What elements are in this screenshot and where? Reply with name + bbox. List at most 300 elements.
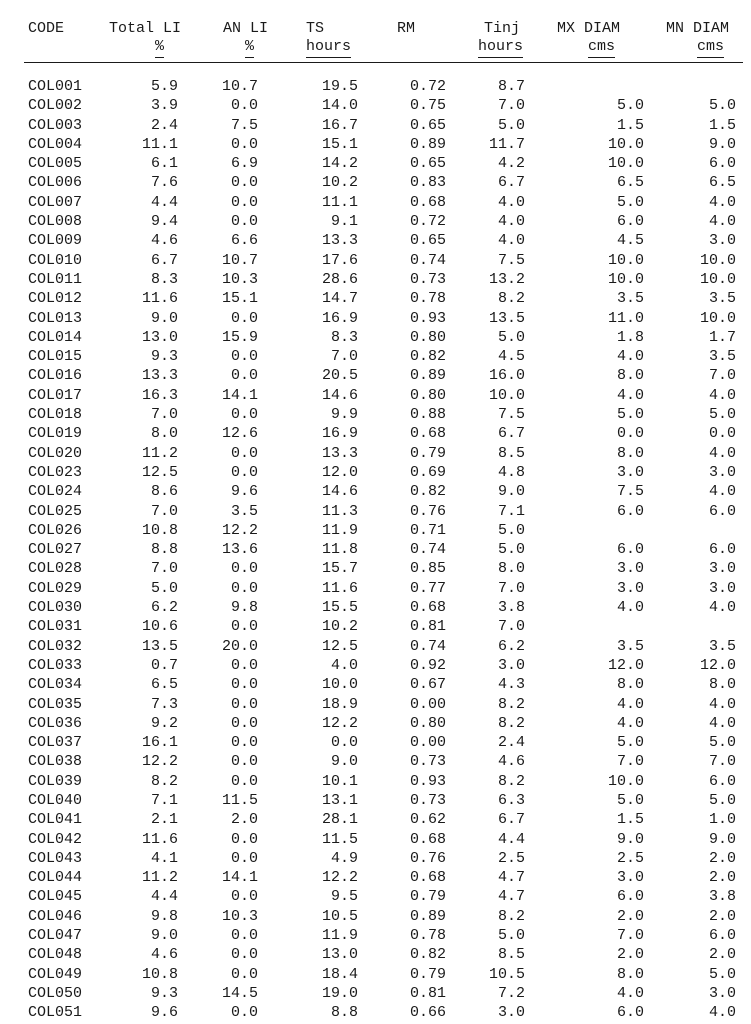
cell-mx-diam: 5.0 (616, 193, 644, 211)
cell-mn-diam: 5.0 (708, 97, 736, 115)
cell-mn-diam: 4.0 (708, 386, 736, 404)
table-row (0, 675, 751, 694)
cell-mx-diam: 5.0 (616, 734, 644, 752)
cell-code: COL026 (28, 521, 83, 539)
cell-ts: 11.6 (321, 579, 358, 597)
cell-total-li: 6.2 (150, 599, 178, 617)
table-row (0, 598, 751, 617)
cell-mx-diam: 7.5 (616, 483, 644, 501)
cell-ts: 16.7 (321, 116, 358, 134)
cell-tinj: 4.4 (497, 830, 525, 848)
cell-mn-diam: 4.0 (708, 714, 736, 732)
cell-tinj: 13.5 (488, 309, 525, 327)
cell-mx-diam: 12.0 (607, 656, 644, 674)
cell-mn-diam: 1.0 (708, 811, 736, 829)
cell-an-li: 0.0 (230, 97, 258, 115)
cell-mn-diam: 2.0 (708, 869, 736, 887)
cell-mx-diam: 8.0 (616, 367, 644, 385)
cell-ts: 12.2 (321, 869, 358, 887)
cell-mx-diam: 10.0 (607, 155, 644, 173)
cell-tinj: 5.0 (497, 328, 525, 346)
cell-mn-diam: 6.0 (708, 502, 736, 520)
table-row (0, 193, 751, 212)
cell-tinj: 7.0 (497, 97, 525, 115)
cell-total-li: 7.3 (150, 695, 178, 713)
cell-rm: 0.77 (409, 579, 446, 597)
table-row (0, 463, 751, 482)
cell-rm: 0.68 (409, 830, 446, 848)
cell-tinj: 10.0 (488, 386, 525, 404)
cell-code: COL017 (28, 386, 83, 404)
cell-total-li: 6.7 (150, 251, 178, 269)
cell-rm: 0.65 (409, 232, 446, 250)
cell-total-li: 6.5 (150, 676, 178, 694)
cell-rm: 0.80 (409, 328, 446, 346)
cell-tinj: 4.0 (497, 213, 525, 231)
cell-tinj: 6.7 (497, 174, 525, 192)
cell-code: COL042 (28, 830, 83, 848)
cell-mn-diam: 4.0 (708, 444, 736, 462)
cell-tinj: 7.5 (497, 251, 525, 269)
table-row (0, 366, 751, 385)
cell-mn-diam: 6.0 (708, 772, 736, 790)
cell-code: COL038 (28, 753, 83, 771)
cell-tinj: 2.4 (497, 734, 525, 752)
cell-code: COL015 (28, 348, 83, 366)
table-row (0, 772, 751, 791)
cell-rm: 0.00 (409, 695, 446, 713)
cell-mx-diam: 2.0 (616, 907, 644, 925)
cell-tinj: 7.2 (497, 984, 525, 1002)
cell-total-li: 13.0 (141, 328, 178, 346)
cell-an-li: 9.6 (230, 483, 258, 501)
cell-total-li: 6.1 (150, 155, 178, 173)
table-row (0, 540, 751, 559)
cell-tinj: 8.5 (497, 946, 525, 964)
cell-an-li: 0.0 (230, 946, 258, 964)
cell-an-li: 2.0 (230, 811, 258, 829)
cell-rm: 0.88 (409, 406, 446, 424)
cell-mx-diam: 6.0 (616, 502, 644, 520)
cell-rm: 0.82 (409, 348, 446, 366)
cell-total-li: 4.4 (150, 193, 178, 211)
cell-ts: 14.2 (321, 155, 358, 173)
table-row (0, 965, 751, 984)
cell-mn-diam: 3.0 (708, 232, 736, 250)
table-row (0, 926, 751, 945)
cell-tinj: 8.0 (497, 560, 525, 578)
header-an-li: AN LI (223, 20, 269, 37)
cell-mx-diam: 2.5 (616, 849, 644, 867)
cell-rm: 0.82 (409, 946, 446, 964)
cell-total-li: 13.5 (141, 637, 178, 655)
cell-mx-diam: 6.0 (616, 541, 644, 559)
cell-tinj: 13.2 (488, 270, 525, 288)
table-row (0, 521, 751, 540)
header-mx-diam-unit: cms (588, 38, 615, 58)
header-total-li-unit: % (155, 38, 164, 58)
cell-tinj: 6.7 (497, 425, 525, 443)
cell-rm: 0.76 (409, 849, 446, 867)
table-row (0, 617, 751, 636)
cell-mn-diam: 10.0 (699, 270, 736, 288)
cell-tinj: 6.7 (497, 811, 525, 829)
cell-mx-diam: 6.0 (616, 213, 644, 231)
cell-an-li: 0.0 (230, 135, 258, 153)
cell-total-li: 2.1 (150, 811, 178, 829)
cell-ts: 14.0 (321, 97, 358, 115)
cell-ts: 9.1 (330, 213, 358, 231)
cell-ts: 11.9 (321, 927, 358, 945)
cell-ts: 12.0 (321, 463, 358, 481)
cell-mn-diam: 8.0 (708, 676, 736, 694)
cell-rm: 0.76 (409, 502, 446, 520)
cell-total-li: 4.6 (150, 232, 178, 250)
cell-ts: 11.5 (321, 830, 358, 848)
cell-ts: 18.9 (321, 695, 358, 713)
cell-mn-diam: 3.0 (708, 560, 736, 578)
cell-code: COL012 (28, 290, 83, 308)
cell-tinj: 3.8 (497, 599, 525, 617)
cell-an-li: 14.5 (221, 984, 258, 1002)
cell-mx-diam: 10.0 (607, 772, 644, 790)
cell-an-li: 0.0 (230, 753, 258, 771)
cell-rm: 0.67 (409, 676, 446, 694)
header-code: CODE (28, 20, 65, 37)
cell-mx-diam: 4.0 (616, 386, 644, 404)
cell-an-li: 0.0 (230, 213, 258, 231)
cell-rm: 0.79 (409, 444, 446, 462)
table-row (0, 77, 751, 96)
cell-an-li: 6.9 (230, 155, 258, 173)
cell-rm: 0.79 (409, 965, 446, 983)
cell-tinj: 8.2 (497, 714, 525, 732)
cell-tinj: 8.2 (497, 695, 525, 713)
cell-ts: 10.5 (321, 907, 358, 925)
cell-code: COL043 (28, 849, 83, 867)
cell-an-li: 0.0 (230, 367, 258, 385)
cell-mx-diam: 3.0 (616, 463, 644, 481)
cell-ts: 10.2 (321, 174, 358, 192)
cell-mn-diam: 5.0 (708, 965, 736, 983)
table-row (0, 637, 751, 656)
cell-code: COL037 (28, 734, 83, 752)
cell-rm: 0.69 (409, 463, 446, 481)
cell-mx-diam: 10.0 (607, 135, 644, 153)
cell-total-li: 11.6 (141, 290, 178, 308)
cell-ts: 28.6 (321, 270, 358, 288)
cell-rm: 0.80 (409, 714, 446, 732)
cell-mn-diam: 7.0 (708, 367, 736, 385)
cell-total-li: 7.6 (150, 174, 178, 192)
cell-rm: 0.71 (409, 521, 446, 539)
cell-total-li: 8.6 (150, 483, 178, 501)
table-row (0, 868, 751, 887)
cell-code: COL003 (28, 116, 83, 134)
cell-total-li: 0.7 (150, 656, 178, 674)
table-row (0, 251, 751, 270)
cell-total-li: 4.4 (150, 888, 178, 906)
cell-mx-diam: 10.0 (607, 251, 644, 269)
cell-mn-diam: 7.0 (708, 753, 736, 771)
cell-mn-diam: 12.0 (699, 656, 736, 674)
cell-rm: 0.89 (409, 907, 446, 925)
cell-code: COL006 (28, 174, 83, 192)
cell-rm: 0.80 (409, 386, 446, 404)
header-ts-unit: hours (306, 38, 351, 58)
cell-code: COL047 (28, 927, 83, 945)
cell-code: COL040 (28, 791, 83, 809)
table-row (0, 656, 751, 675)
cell-an-li: 15.1 (221, 290, 258, 308)
cell-total-li: 9.0 (150, 309, 178, 327)
cell-total-li: 12.2 (141, 753, 178, 771)
cell-mn-diam: 4.0 (708, 1004, 736, 1022)
table-row (0, 695, 751, 714)
cell-total-li: 7.0 (150, 502, 178, 520)
cell-ts: 9.9 (330, 406, 358, 424)
cell-ts: 15.7 (321, 560, 358, 578)
cell-mx-diam: 8.0 (616, 676, 644, 694)
table-row (0, 405, 751, 424)
cell-ts: 14.6 (321, 483, 358, 501)
cell-mx-diam: 4.0 (616, 714, 644, 732)
cell-an-li: 0.0 (230, 734, 258, 752)
cell-total-li: 2.4 (150, 116, 178, 134)
cell-mn-diam: 10.0 (699, 251, 736, 269)
header-ts: TS (306, 20, 325, 37)
cell-ts: 13.3 (321, 232, 358, 250)
cell-tinj: 2.5 (497, 849, 525, 867)
cell-code: COL001 (28, 78, 83, 95)
cell-tinj: 4.2 (497, 155, 525, 173)
cell-code: COL028 (28, 560, 83, 578)
cell-mn-diam: 3.5 (708, 348, 736, 366)
cell-tinj: 8.7 (497, 78, 525, 95)
cell-an-li: 0.0 (230, 676, 258, 694)
cell-mn-diam: 4.0 (708, 599, 736, 617)
cell-total-li: 11.2 (141, 869, 178, 887)
cell-mx-diam: 4.0 (616, 695, 644, 713)
cell-an-li: 0.0 (230, 927, 258, 945)
table-header (0, 0, 751, 60)
cell-rm: 0.89 (409, 135, 446, 153)
cell-an-li: 0.0 (230, 348, 258, 366)
cell-total-li: 11.6 (141, 830, 178, 848)
table-row (0, 444, 751, 463)
cell-rm: 0.85 (409, 560, 446, 578)
cell-rm: 0.66 (409, 1004, 446, 1022)
cell-rm: 0.93 (409, 772, 446, 790)
cell-an-li: 15.9 (221, 328, 258, 346)
cell-rm: 0.62 (409, 811, 446, 829)
cell-mx-diam: 5.0 (616, 791, 644, 809)
cell-mx-diam: 0.0 (616, 425, 644, 443)
cell-total-li: 16.1 (141, 734, 178, 752)
cell-tinj: 4.3 (497, 676, 525, 694)
cell-mn-diam: 3.5 (708, 637, 736, 655)
cell-rm: 0.93 (409, 309, 446, 327)
cell-an-li: 0.0 (230, 849, 258, 867)
cell-total-li: 5.0 (150, 579, 178, 597)
cell-mn-diam: 4.0 (708, 213, 736, 231)
table-row (0, 791, 751, 810)
cell-code: COL009 (28, 232, 83, 250)
cell-code: COL045 (28, 888, 83, 906)
cell-tinj: 10.5 (488, 965, 525, 983)
table-row (0, 173, 751, 192)
cell-rm: 0.72 (409, 213, 446, 231)
cell-mn-diam: 4.0 (708, 193, 736, 211)
cell-tinj: 8.2 (497, 907, 525, 925)
cell-total-li: 12.5 (141, 463, 178, 481)
cell-an-li: 0.0 (230, 695, 258, 713)
cell-an-li: 0.0 (230, 309, 258, 327)
cell-mx-diam: 2.0 (616, 946, 644, 964)
cell-tinj: 9.0 (497, 483, 525, 501)
header-an-li-unit: % (245, 38, 254, 58)
cell-mn-diam: 3.0 (708, 579, 736, 597)
cell-rm: 0.65 (409, 155, 446, 173)
cell-total-li: 9.6 (150, 1004, 178, 1022)
cell-ts: 13.0 (321, 946, 358, 964)
cell-total-li: 9.3 (150, 984, 178, 1002)
cell-rm: 0.00 (409, 734, 446, 752)
cell-an-li: 0.0 (230, 560, 258, 578)
cell-mx-diam: 3.0 (616, 579, 644, 597)
cell-ts: 4.9 (330, 849, 358, 867)
cell-tinj: 4.6 (497, 753, 525, 771)
cell-total-li: 8.8 (150, 541, 178, 559)
cell-an-li: 6.6 (230, 232, 258, 250)
cell-tinj: 4.8 (497, 463, 525, 481)
table-row (0, 1003, 751, 1022)
cell-total-li: 8.0 (150, 425, 178, 443)
cell-tinj: 7.5 (497, 406, 525, 424)
cell-tinj: 4.5 (497, 348, 525, 366)
table-row (0, 289, 751, 308)
cell-mn-diam: 3.5 (708, 290, 736, 308)
cell-rm: 0.68 (409, 599, 446, 617)
cell-ts: 17.6 (321, 251, 358, 269)
cell-an-li: 11.5 (221, 791, 258, 809)
cell-tinj: 11.7 (488, 135, 525, 153)
cell-an-li: 10.3 (221, 270, 258, 288)
cell-ts: 28.1 (321, 811, 358, 829)
cell-an-li: 0.0 (230, 656, 258, 674)
cell-total-li: 9.8 (150, 907, 178, 925)
cell-code: COL023 (28, 463, 83, 481)
cell-mx-diam: 1.8 (616, 328, 644, 346)
cell-rm: 0.81 (409, 618, 446, 636)
cell-code: COL039 (28, 772, 83, 790)
cell-ts: 19.5 (321, 78, 358, 95)
cell-an-li: 7.5 (230, 116, 258, 134)
header-divider (24, 62, 743, 63)
cell-an-li: 0.0 (230, 463, 258, 481)
cell-an-li: 0.0 (230, 830, 258, 848)
cell-total-li: 8.2 (150, 772, 178, 790)
table-row (0, 347, 751, 366)
cell-code: COL016 (28, 367, 83, 385)
cell-mn-diam: 6.0 (708, 155, 736, 173)
cell-ts: 8.3 (330, 328, 358, 346)
cell-mn-diam: 2.0 (708, 907, 736, 925)
cell-total-li: 8.3 (150, 270, 178, 288)
cell-total-li: 10.8 (141, 521, 178, 539)
table-row (0, 502, 751, 521)
cell-an-li: 0.0 (230, 772, 258, 790)
cell-mx-diam: 3.0 (616, 560, 644, 578)
cell-tinj: 4.0 (497, 193, 525, 211)
table-row (0, 887, 751, 906)
cell-an-li: 12.2 (221, 521, 258, 539)
cell-rm: 0.74 (409, 251, 446, 269)
cell-code: COL049 (28, 965, 83, 983)
cell-an-li: 0.0 (230, 406, 258, 424)
cell-rm: 0.65 (409, 116, 446, 134)
cell-an-li: 0.0 (230, 444, 258, 462)
cell-mx-diam: 4.0 (616, 984, 644, 1002)
cell-tinj: 8.2 (497, 772, 525, 790)
cell-code: COL032 (28, 637, 83, 655)
cell-mx-diam: 3.5 (616, 290, 644, 308)
cell-mn-diam: 0.0 (708, 425, 736, 443)
cell-total-li: 4.1 (150, 849, 178, 867)
cell-total-li: 4.6 (150, 946, 178, 964)
cell-rm: 0.72 (409, 78, 446, 95)
cell-ts: 10.0 (321, 676, 358, 694)
cell-rm: 0.79 (409, 888, 446, 906)
cell-mx-diam: 3.0 (616, 869, 644, 887)
cell-code: COL050 (28, 984, 83, 1002)
cell-code: COL008 (28, 213, 83, 231)
cell-rm: 0.83 (409, 174, 446, 192)
cell-tinj: 5.0 (497, 541, 525, 559)
cell-code: COL004 (28, 135, 83, 153)
cell-ts: 4.0 (330, 656, 358, 674)
cell-code: COL002 (28, 97, 83, 115)
cell-mx-diam: 3.5 (616, 637, 644, 655)
table-row (0, 154, 751, 173)
cell-ts: 13.3 (321, 444, 358, 462)
cell-code: COL046 (28, 907, 83, 925)
cell-code: COL029 (28, 579, 83, 597)
cell-an-li: 0.0 (230, 888, 258, 906)
cell-ts: 9.0 (330, 753, 358, 771)
cell-tinj: 16.0 (488, 367, 525, 385)
cell-ts: 12.5 (321, 637, 358, 655)
cell-tinj: 3.0 (497, 1004, 525, 1022)
table-row (0, 309, 751, 328)
cell-tinj: 4.7 (497, 888, 525, 906)
cell-code: COL033 (28, 656, 83, 674)
header-rm: RM (397, 20, 416, 37)
cell-an-li: 3.5 (230, 502, 258, 520)
cell-an-li: 14.1 (221, 386, 258, 404)
table-row (0, 907, 751, 926)
cell-ts: 16.9 (321, 309, 358, 327)
cell-ts: 15.1 (321, 135, 358, 153)
cell-ts: 10.1 (321, 772, 358, 790)
cell-total-li: 11.2 (141, 444, 178, 462)
table-row (0, 579, 751, 598)
cell-an-li: 0.0 (230, 618, 258, 636)
cell-an-li: 0.0 (230, 174, 258, 192)
cell-mx-diam: 4.5 (616, 232, 644, 250)
cell-ts: 9.5 (330, 888, 358, 906)
header-mn-diam-unit: cms (697, 38, 724, 58)
